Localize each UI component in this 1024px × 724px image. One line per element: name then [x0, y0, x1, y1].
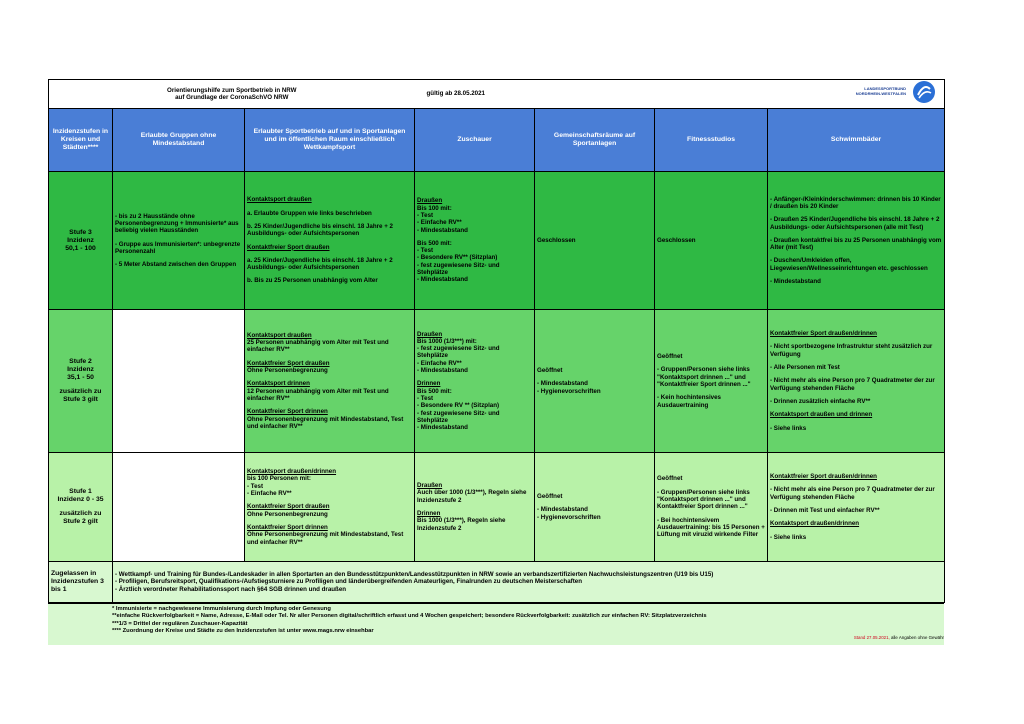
cell-line: - Draußen kontaktfrei bis zu 25 Personen unabhängig vom Alter (mit Test)	[770, 236, 942, 252]
regulation-table	[48, 79, 945, 603]
cell-line: - Hygienevorschriften	[537, 387, 601, 395]
cell-line: - fest zugewiesene Sitz- und Stehplätze	[417, 345, 500, 360]
row-stufe-2	[49, 310, 945, 453]
cell-line: - Test	[417, 211, 434, 219]
cell-line: Inzidenz 0 - 35	[57, 496, 104, 503]
cell-line: - Wettkampf- und Training für Bundes-/Landeskader in allen Sportarten an den Bundesstützpunkten/Landesstützpunkten in NRW sowie an verbandszertifizierten Nachwuchsleistungszentren (U19 bis U15)	[115, 571, 714, 579]
stufe-3-fitness	[655, 172, 768, 310]
cell-heading: Kontaktsport drinnen	[247, 380, 310, 388]
stufe-2-fitness	[655, 310, 768, 453]
cell-heading: Draußen	[417, 482, 443, 490]
cell-heading: Kontaktsport draußen/drinnen	[247, 468, 337, 476]
stufe-1-gemeinschaft	[535, 453, 655, 562]
cell-line: Bis 1000 (1/3***) mit:	[417, 337, 477, 345]
stufe-3-label	[49, 172, 113, 310]
cell-line: - Einfache RV**	[417, 219, 462, 227]
cell-line: Inzidenz	[67, 366, 94, 373]
cell-line: - Ärztlich verordneter Rehabilitationssport nach §64 SGB drinnen und draußen	[115, 585, 347, 593]
cell-heading: Draußen	[417, 197, 443, 205]
cell-line: - Drinnen zusätzlich einfache RV**	[770, 397, 871, 405]
cell-line: - 5 Meter Abstand zwischen den Gruppen	[115, 261, 237, 269]
stand-note	[854, 635, 944, 640]
cell-line: Stufe 3 gilt	[63, 396, 98, 403]
cell-line: a. Erlaubte Gruppen wie links beschrieben	[247, 209, 372, 217]
col-header-inzidenz: Inzidenzstufen in Kreisen und Städten****	[49, 109, 113, 172]
cell-line: b. 25 Kinder/Jugendliche bis einschl. 18 Jahre + 2 Ausbildungs- oder Aufsichtspersonen	[247, 222, 393, 238]
cell-line: - Mindestabstand	[417, 276, 468, 284]
sports-regulation-sheet	[48, 79, 944, 645]
cell-heading: Kontaktsport draußen	[247, 196, 312, 204]
stufe-1-sport	[245, 453, 415, 562]
cell-line: - Gruppen/Personen siehe links "Kontaktsport drinnen ..." und Kontaktfreier Sport drinnen ..."	[657, 488, 750, 511]
cell-line: Ohne Personenbegrenzung	[247, 510, 328, 518]
cell-line: - Hygienevorschriften	[537, 513, 601, 521]
valid-from: gültig ab 28.05.2021	[426, 90, 485, 97]
stufe-1-gruppen-empty	[113, 453, 245, 562]
column-header-row	[49, 109, 945, 172]
row-stufe-3	[49, 172, 945, 310]
cell-line: Auch über 1000 (1/3***), Regeln siehe Inzidenzstufe 2	[417, 489, 527, 504]
stufe-3-gruppen	[113, 172, 245, 310]
cell-line: - fest zugewiesene Sitz- und Stehplätze	[417, 261, 500, 277]
zugelassen-items	[113, 562, 945, 603]
cell-line: * Immunisierte = nachgewiesene Immunisierung durch Impfung oder Genesung	[112, 606, 331, 612]
cell-heading: Kontaktfreier Sport draußen	[247, 503, 330, 511]
title-row	[49, 80, 945, 109]
cell-line: - Einfache RV**	[417, 359, 462, 367]
cell-heading: Kontaktfreier Sport draußen/drinnen	[770, 330, 877, 338]
stufe-3-zuschauer	[415, 172, 535, 310]
cell-line: Stufe 2 gilt	[63, 518, 98, 525]
cell-line: ***1/3 = Drittel der regulären Zuschauer-Kapazität	[112, 620, 248, 627]
row-zugelassen	[49, 562, 945, 603]
cell-line: - Anfänger-/Kleinkinderschwimmen: drinnen bis 10 Kinder / draußen bis 20 Kinder	[770, 195, 941, 210]
lsb-logo	[850, 81, 936, 103]
cell-line: Geöffnet	[657, 475, 683, 483]
stufe-3-schwimm	[768, 172, 945, 310]
cell-line: zusätzlich zu	[59, 510, 102, 517]
cell-line: Bis 100 mit:	[417, 204, 452, 212]
cell-line: Bis 500 mit:	[417, 239, 452, 247]
title-line-2: auf Grundlage der CoronaSchVO NRW	[175, 94, 289, 101]
cell-line: - Drinnen mit Test und einfacher RV**	[770, 507, 880, 514]
cell-line: Stufe 3	[69, 228, 92, 236]
cell-line: - Mindestabstand	[537, 380, 588, 388]
cell-line: - Siehe links	[770, 533, 807, 541]
cell-heading: Kontaktfreier Sport draußen/drinnen	[770, 473, 877, 481]
cell-line: zusätzlich zu	[59, 388, 102, 395]
cell-line: - Alle Personen mit Test	[770, 364, 840, 372]
cell-line: **einfache Rückverfolgbarkeit = Name, Adresse, E-Mail oder Tel. Nr aller Personen digital/schriftlich erfasst und 4 Wochen gespeichert; besondere Rückverfolgbarkeit: zusätzlich zur einfachen RV: Sitzplatzverzeichnis	[112, 613, 707, 620]
col-header-fitness: Fitnessstudios	[655, 109, 768, 172]
cell-line: Ohne Personenbegrenzung mit Mindestabstand, Test und einfacher RV**	[247, 415, 404, 430]
cell-line: 25 Personen unabhängig vom Alter mit Test und einfacher RV**	[247, 339, 389, 354]
col-header-schwimmbaeder: Schwimmbäder	[768, 109, 945, 172]
cell-line: - Duschen/Umkleiden offen, Liegewiesen/Wellnesseinrichtungen etc. geschlossen	[770, 257, 928, 272]
cell-line: - Test	[417, 247, 434, 255]
stufe-1-label	[49, 453, 113, 562]
cell-line: Geöffnet	[537, 367, 563, 375]
stand-disclaimer: alle Angaben ohne Gewähr	[891, 635, 944, 640]
cell-line: **** Zuordnung der Kreise und Städte zu den Inzidenzstufen ist unter www.mags.nrw einsehbar	[112, 627, 374, 634]
cell-line: Ohne Personenbegrenzung mit Mindestabstand, Test und einfacher RV**	[247, 531, 404, 546]
stufe-1-schwimm	[768, 453, 945, 562]
cell-line: - Mindestabstand	[417, 367, 468, 375]
cell-heading: Kontaktfreier Sport drinnen	[247, 523, 328, 531]
cell-line: - Siehe links	[770, 424, 807, 432]
cell-line: - Test	[417, 394, 434, 402]
stufe-2-label	[49, 310, 113, 453]
logo-text	[850, 86, 906, 96]
cell-line: Ohne Personenbegrenzung	[247, 367, 328, 375]
logo-line-2: NORDRHEIN-WESTFALEN	[855, 91, 907, 96]
cell-heading: Kontaktfreier Sport draußen	[247, 359, 330, 367]
cell-line: - Mindestabstand	[417, 226, 468, 234]
logo-line-1: LANDESSPORTBUND	[864, 86, 907, 91]
cell-line: - Mindestabstand	[770, 278, 821, 286]
cell-line: - Mindestabstand	[417, 424, 468, 432]
cell-heading: Kontaktsport draußen/drinnen	[770, 520, 860, 528]
stufe-2-sport	[245, 310, 415, 453]
cell-line: - Besondere RV** (Sitzplan)	[417, 254, 498, 262]
cell-line: - Draußen 25 Kinder/Jugendliche bis einschl. 18 Jahre + 2 Ausbildungs- oder Aufsichtspersonen (alle mit Test)	[770, 216, 940, 231]
stufe-2-zuschauer	[415, 310, 535, 453]
cell-line: Bis 1000 (1/3***), Regeln siehe Inzidenzstufe 2	[417, 517, 506, 532]
stufe-3-sport	[245, 172, 415, 310]
cell-line: 12 Personen unabhängig vom Alter mit Test und einfacher RV**	[247, 387, 389, 402]
cell-line: 50,1 - 100	[65, 244, 96, 252]
stufe-1-fitness	[655, 453, 768, 562]
cell-line: Geschlossen	[537, 236, 576, 244]
footnotes	[48, 603, 944, 645]
cell-line: - Bei hochintensivem Ausdauertraining: bis 15 Personen + Lüftung mit viruzid wirkende Filter	[657, 516, 765, 539]
document-title	[49, 80, 415, 109]
cell-line: Geschlossen	[657, 236, 696, 244]
title-line-1: Orientierungshilfe zum Sportbetrieb in NRW	[167, 86, 297, 94]
cell-heading: Drinnen	[417, 380, 441, 388]
stufe-2-schwimm	[768, 310, 945, 453]
cell-line: bis 100 Personen mit:	[247, 475, 311, 483]
col-header-gruppen: Erlaubte Gruppen ohne Mindestabstand	[113, 109, 245, 172]
stufe-2-gemeinschaft	[535, 310, 655, 453]
cell-line: Geöffnet	[537, 493, 563, 501]
col-header-zuschauer: Zuschauer	[415, 109, 535, 172]
cell-heading: Kontaktfreier Sport draußen	[247, 243, 330, 251]
cell-heading: Kontaktsport draußen und drinnen	[770, 411, 873, 419]
stand-date: Stand 27.05.2021,	[853, 635, 890, 640]
cell-line: - Profiligen, Berufsreitsport, Qualifikations-/Aufstiegsturniere zu Profiligen und länderübergreifenden Amateurligen, Finalrunden zu deutschen Meisterschaften	[115, 578, 582, 586]
title-right	[415, 80, 945, 109]
col-header-gemeinschaftsraeume: Gemeinschaftsräume auf Sportanlagen	[535, 109, 655, 172]
cell-line: - fest zugewiesene Sitz- und Stehplätze	[417, 409, 500, 424]
zugelassen-label: Zugelassen in Inzidenzstufen 3 bis 1	[49, 562, 113, 603]
cell-line: Inzidenz	[67, 236, 94, 244]
cell-line: Stufe 2	[69, 358, 92, 365]
cell-line: Bis 500 mit:	[417, 387, 452, 395]
cell-line: - Test	[247, 482, 264, 490]
col-header-sportbetrieb: Erlaubter Sportbetrieb auf und in Sportanlagen und im öffentlichen Raum einschließlich Wettkampfsport	[245, 109, 415, 172]
cell-line: a. 25 Kinder/Jugendliche bis einschl. 18 Jahre + 2 Ausbildungs- oder Aufsichtspersonen	[247, 256, 393, 272]
cell-heading: Kontaktsport draußen	[247, 331, 312, 339]
cell-line: - Einfache RV**	[247, 490, 292, 498]
row-stufe-1	[49, 453, 945, 562]
cell-line: - Gruppen/Personen siehe links "Kontaktsport drinnen ..." und "Kontaktfreier Sport drinnen ..."	[657, 366, 751, 388]
cell-line: Stufe 1	[69, 488, 92, 495]
cell-line: - Nicht mehr als eine Person pro 7 Quadratmeter der zur Verfügung stehenden Fläche	[770, 486, 935, 501]
cell-line: - Nicht sportbezogene Infrastruktur steht zusätzlich zur Verfügung	[770, 343, 933, 358]
cell-line: - Mindestabstand	[537, 506, 588, 514]
stufe-1-zuschauer	[415, 453, 535, 562]
cell-line: - Nicht mehr als eine Person pro 7 Quadratmeter der zur Verfügung stehenden Fläche	[770, 377, 935, 392]
lsb-emblem-icon	[912, 80, 936, 104]
cell-line: - Kein hochintensives Ausdauertraining	[657, 394, 721, 409]
cell-line: - Gruppe aus Immunisierten*: unbegrenzte Personenzahl	[115, 240, 241, 255]
stufe-3-gemeinschaft	[535, 172, 655, 310]
cell-line: - bis zu 2 Hausstände ohne Personenbegrenzung + Immunisierte* aus beliebig vielen Hausständen	[115, 212, 239, 235]
cell-line: - Besondere RV ** (Sitzplan)	[417, 402, 500, 410]
stufe-2-gruppen-empty	[113, 310, 245, 453]
cell-heading: Drinnen	[417, 510, 441, 517]
cell-line: 35,1 - 50	[67, 374, 94, 381]
cell-heading: Draußen	[417, 330, 443, 338]
cell-line: b. Bis zu 25 Personen unabhängig vom Alter	[247, 277, 378, 285]
cell-heading: Kontaktfreier Sport drinnen	[247, 408, 328, 416]
cell-line: Geöffnet	[657, 353, 683, 361]
